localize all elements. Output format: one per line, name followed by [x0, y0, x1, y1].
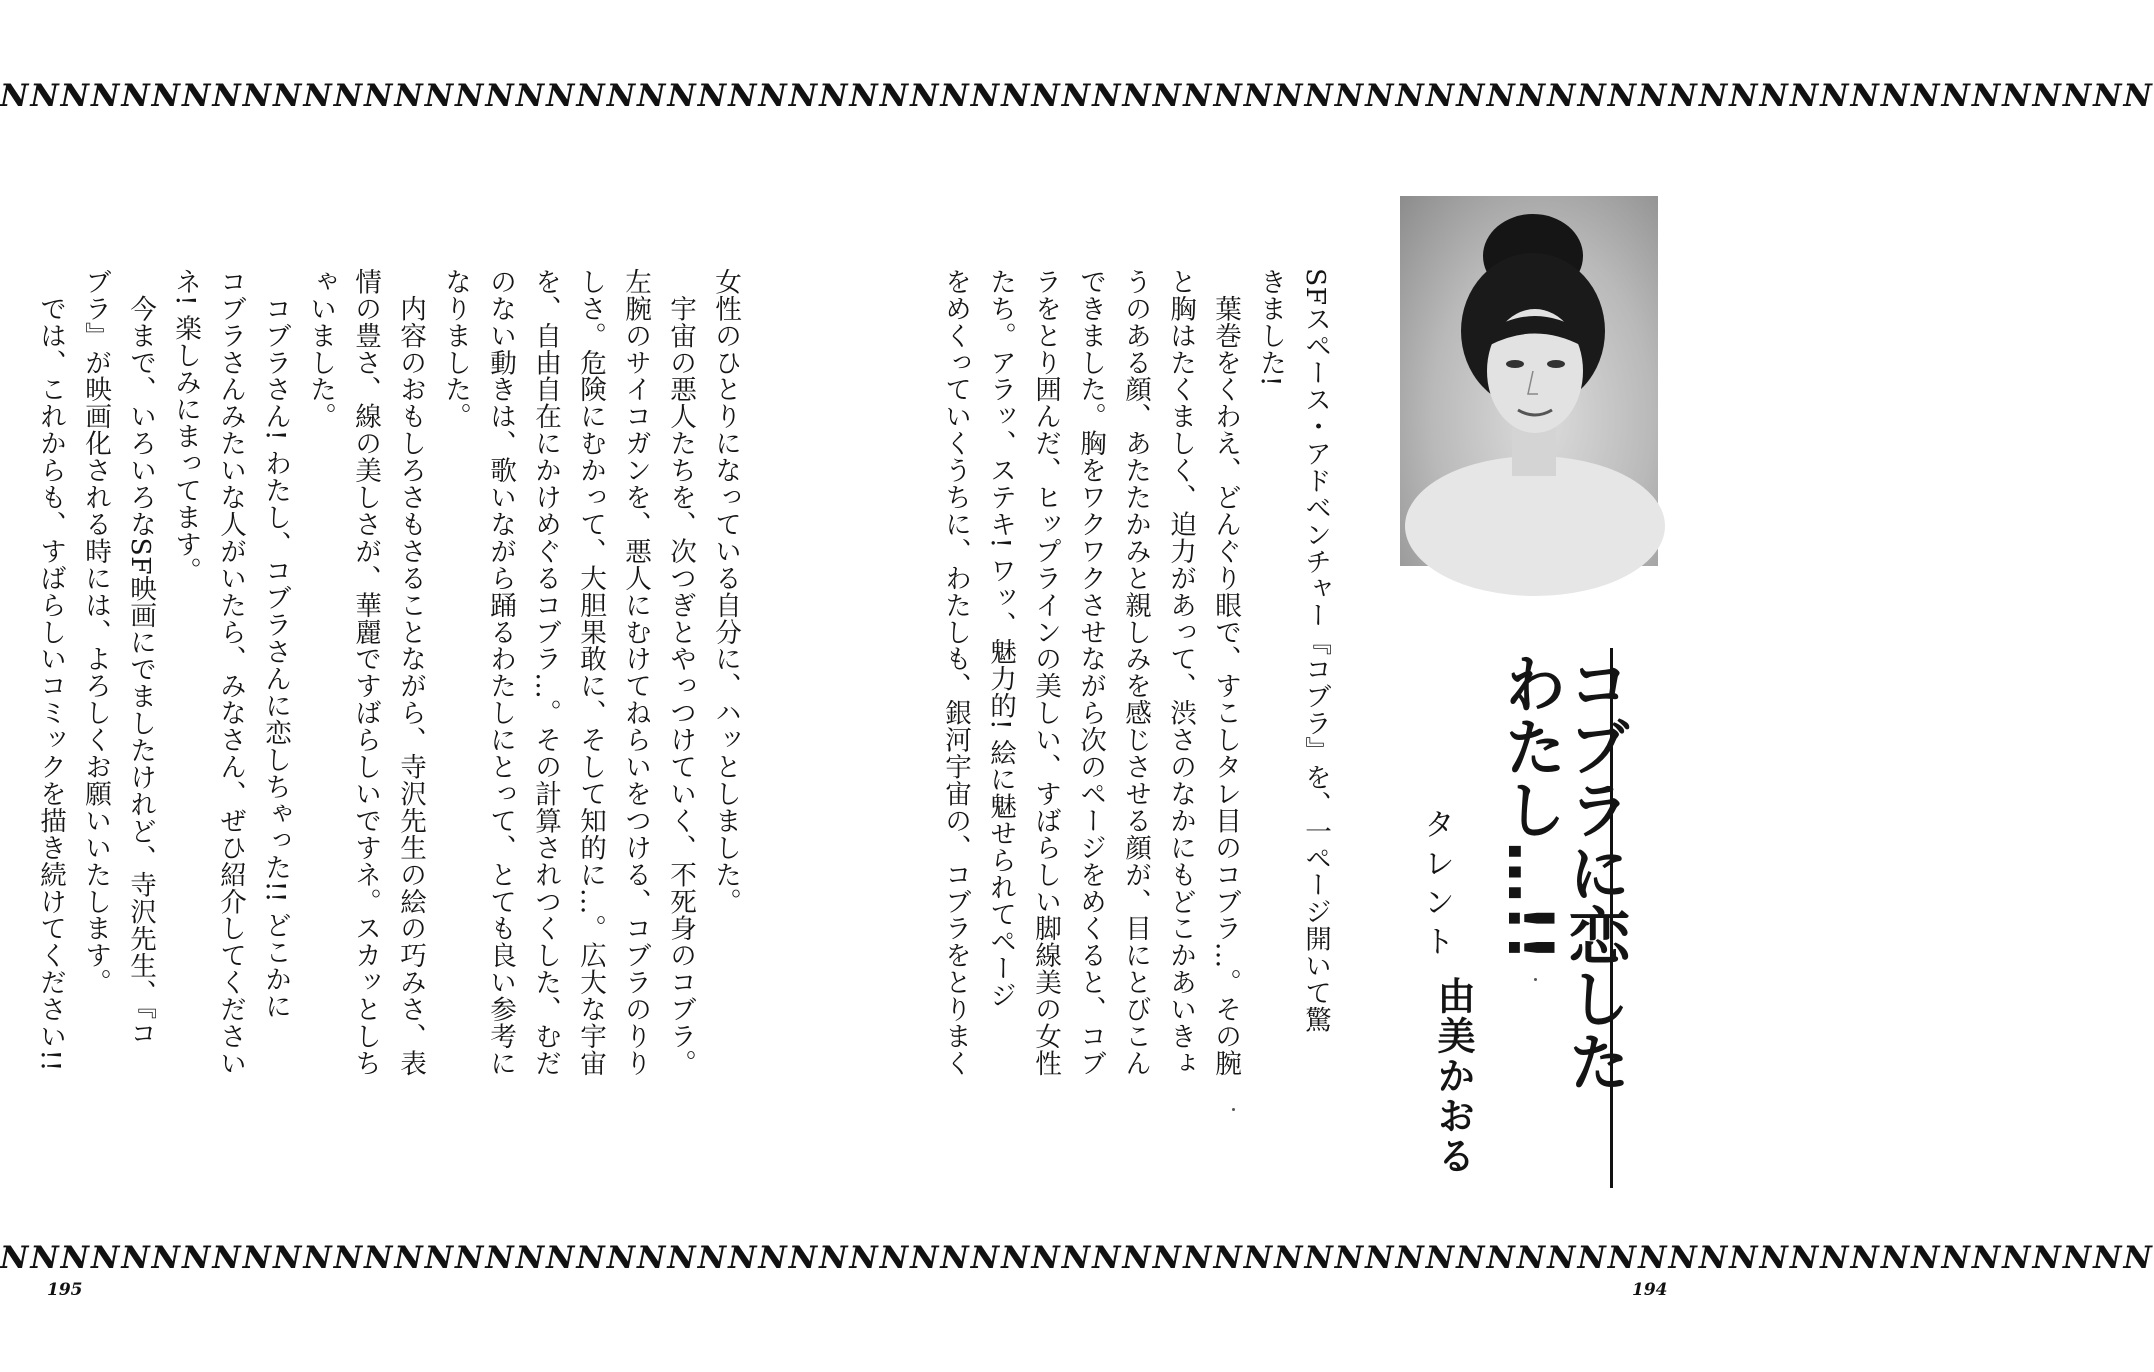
body-text-right-page: SFスペース・アドベンチャー『コブラ』を、一ページ開いて驚 きました! 葉巻をくわえ、どんぐり眼で、すこしタレ目のコブラ…。その腕 と胸はたくましく、迫力があって、渋さのなかにもどこかあいきょ うのある顔、あたたかみと親しみを感じさせる顔が、目にとびこん できました。胸をワクワクさせながら次のページをめくると、コブ ラをとり囲んだ、ヒップラインの美しい、すばらしい脚線美の女性 たち。アラッ、ステキ! ワッ、魅力的! 絵に魅せられてページ をめくっていくうちに、わたしも、銀河宇宙の、コブラをとりまく	[940, 268, 1331, 1077]
author-name: 由美かおる	[1431, 976, 1475, 1176]
portrait-illustration	[1400, 196, 1658, 566]
author-portrait-photo	[1400, 196, 1658, 566]
article-title	[1494, 652, 1631, 1172]
body-text-left-page: 女性のひとりになっている自分に、ハッとしました。 宇宙の悪人たちを、次つぎとやっつけていく、不死身のコブラ。 左腕のサイコガンを、悪人にむけてねらいをつける、コブラのりり しさ。危険にむかって、大胆果敢に、そして知的に…。広大な宇宙 を、自由自在にかけめぐるコブラ…。その計算されつくした、むだ のない動きは、歌いながら踊るわたしにとって、とても良い参考に なりました。 内容のおもしろさもさることながら、寺沢先生の絵の巧みさ、表 情の豊さ、線の美しさが、華麗ですばらしいですネ。スカッとしち ゃいました。 コブラさん! わたし、コブラさんに恋しちゃった!! どこかに コブラさんみたいな人がいたら、みなさん、ぜひ紹介してください ネ! 楽しみにまってます。 今まで、いろいろなSF映画にでましたけれど、寺沢先生、『コ ブラ』が映画化される時には、よろしくお願いいたします。 では、これからも、すばらしいコミックを描き続けてください!!	[35, 268, 741, 1077]
title-line-2: わたし…!!	[1494, 652, 1567, 963]
print-speck	[1232, 1108, 1235, 1111]
page-number-left: 195	[47, 1280, 83, 1300]
bottom-decorative-border: NNNNNNNNNNNNNNNNNNNNNNNNNNNNNNNNNNNNNNNNNNNNNNNNNNNNNNNNNNNNNNNNNNNNNNN	[0, 1240, 2154, 1276]
page-number-right: 194	[1632, 1280, 1668, 1300]
print-speck	[1534, 978, 1537, 981]
top-decorative-border: NNNNNNNNNNNNNNNNNNNNNNNNNNNNNNNNNNNNNNNNNNNNNNNNNNNNNNNNNNNNNNNNNNNNNNN	[0, 78, 2154, 114]
title-line-1: コブラに恋した	[1558, 652, 1631, 1093]
author-role: タレント	[1418, 808, 1454, 964]
